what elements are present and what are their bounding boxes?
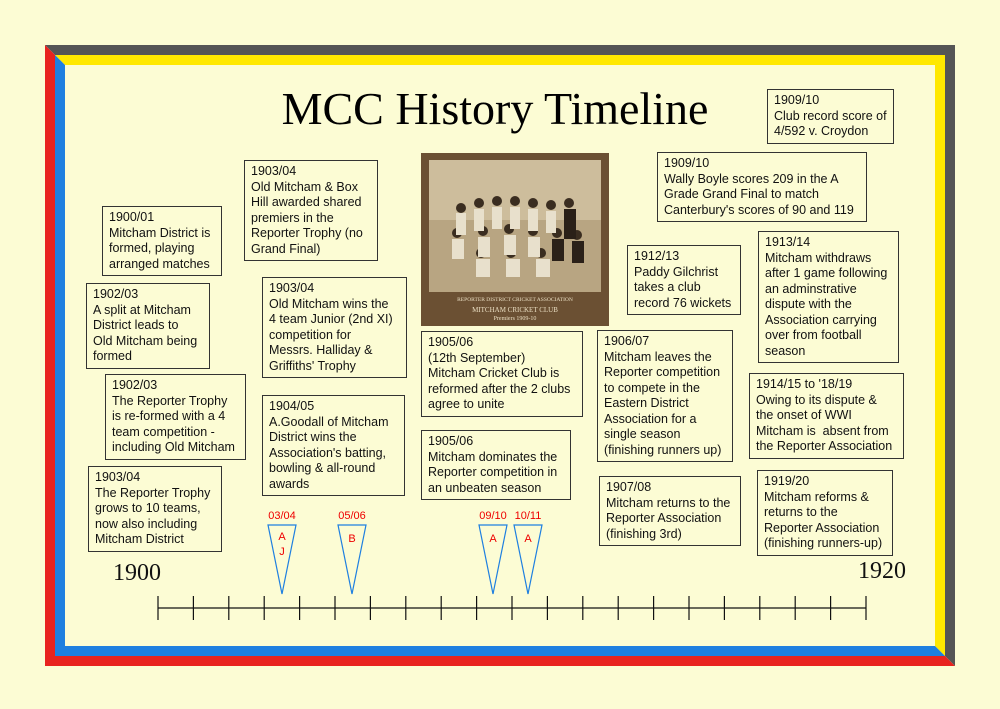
event-box: 1902/03 The Reporter Trophy is re-formed with a 4 team competition - including Old Mitcham <box>105 374 246 460</box>
photo-caption-1: REPORTER DISTRICT CRICKET ASSOCIATION <box>457 297 573 303</box>
event-box: 1909/10 Wally Boyle scores 209 in the A Grade Grand Final to match Canterbury's scores of 90 and 119 <box>657 152 867 222</box>
premiership-grade: A <box>489 533 497 545</box>
photo-caption-3: Premiers 1909-10 <box>493 316 537 322</box>
event-box: 1905/06 (12th September) Mitcham Cricket Club is reformed after the 2 clubs agree to unite <box>421 331 583 417</box>
timeline-ticks <box>158 596 866 620</box>
event-box: 1907/08 Mitcham returns to the Reporter Association (finishing 3rd) <box>599 476 741 546</box>
event-box: 1900/01 Mitcham District is formed, playing arranged matches <box>102 206 222 276</box>
event-box: 1903/04 The Reporter Trophy grows to 10 teams, now also including Mitcham District <box>88 466 222 552</box>
axis-start-label: 1900 <box>113 560 161 586</box>
team-photo <box>421 153 609 326</box>
event-box: 1919/20 Mitcham reforms & returns to the Reporter Association (finishing runners-up) <box>757 470 893 556</box>
page-title: MCC History Timeline <box>281 83 709 134</box>
event-box: 1903/04 Old Mitcham wins the 4 team Junior (2nd XI) competition for Messrs. Halliday & Griffiths' Trophy <box>262 277 407 378</box>
event-box: 1906/07 Mitcham leaves the Reporter competition to compete in the Eastern District Association for a single season (finishing runners up) <box>597 330 733 462</box>
event-box: 1912/13 Paddy Gilchrist takes a club record 76 wickets <box>627 245 741 315</box>
premiership-grade: A <box>524 533 532 545</box>
event-box: 1903/04 Old Mitcham & Box Hill awarded shared premiers in the Reporter Trophy (no Grand Final) <box>244 160 378 261</box>
event-box: 1914/15 to '18/19 Owing to its dispute & the onset of WWI Mitcham is absent from the Reporter Association <box>749 373 904 459</box>
event-box: 1905/06 Mitcham dominates the Reporter competition in an unbeaten season <box>421 430 571 500</box>
event-box: 1913/14 Mitcham withdraws after 1 game following an adminstrative dispute with the Association carrying over from football season <box>758 231 899 363</box>
premiership-grade: A J <box>278 531 286 558</box>
axis-end-label: 1920 <box>858 558 906 584</box>
event-box: 1902/03 A split at Mitcham District leads to Old Mitcham being formed <box>86 283 210 369</box>
premiership-date: 05/06 <box>338 510 366 522</box>
photo-caption-2: MITCHAM CRICKET CLUB <box>472 306 558 314</box>
premiership-grade: B <box>348 533 356 545</box>
event-box: 1904/05 A.Goodall of Mitcham District wins the Association's batting, bowling & all-round awards <box>262 395 405 496</box>
premiership-date: 10/11 <box>514 510 542 522</box>
event-box: 1909/10 Club record score of 4/592 v. Croydon <box>767 89 894 144</box>
premiership-date: 03/04 <box>268 510 296 522</box>
premiership-date: 09/10 <box>479 510 507 522</box>
